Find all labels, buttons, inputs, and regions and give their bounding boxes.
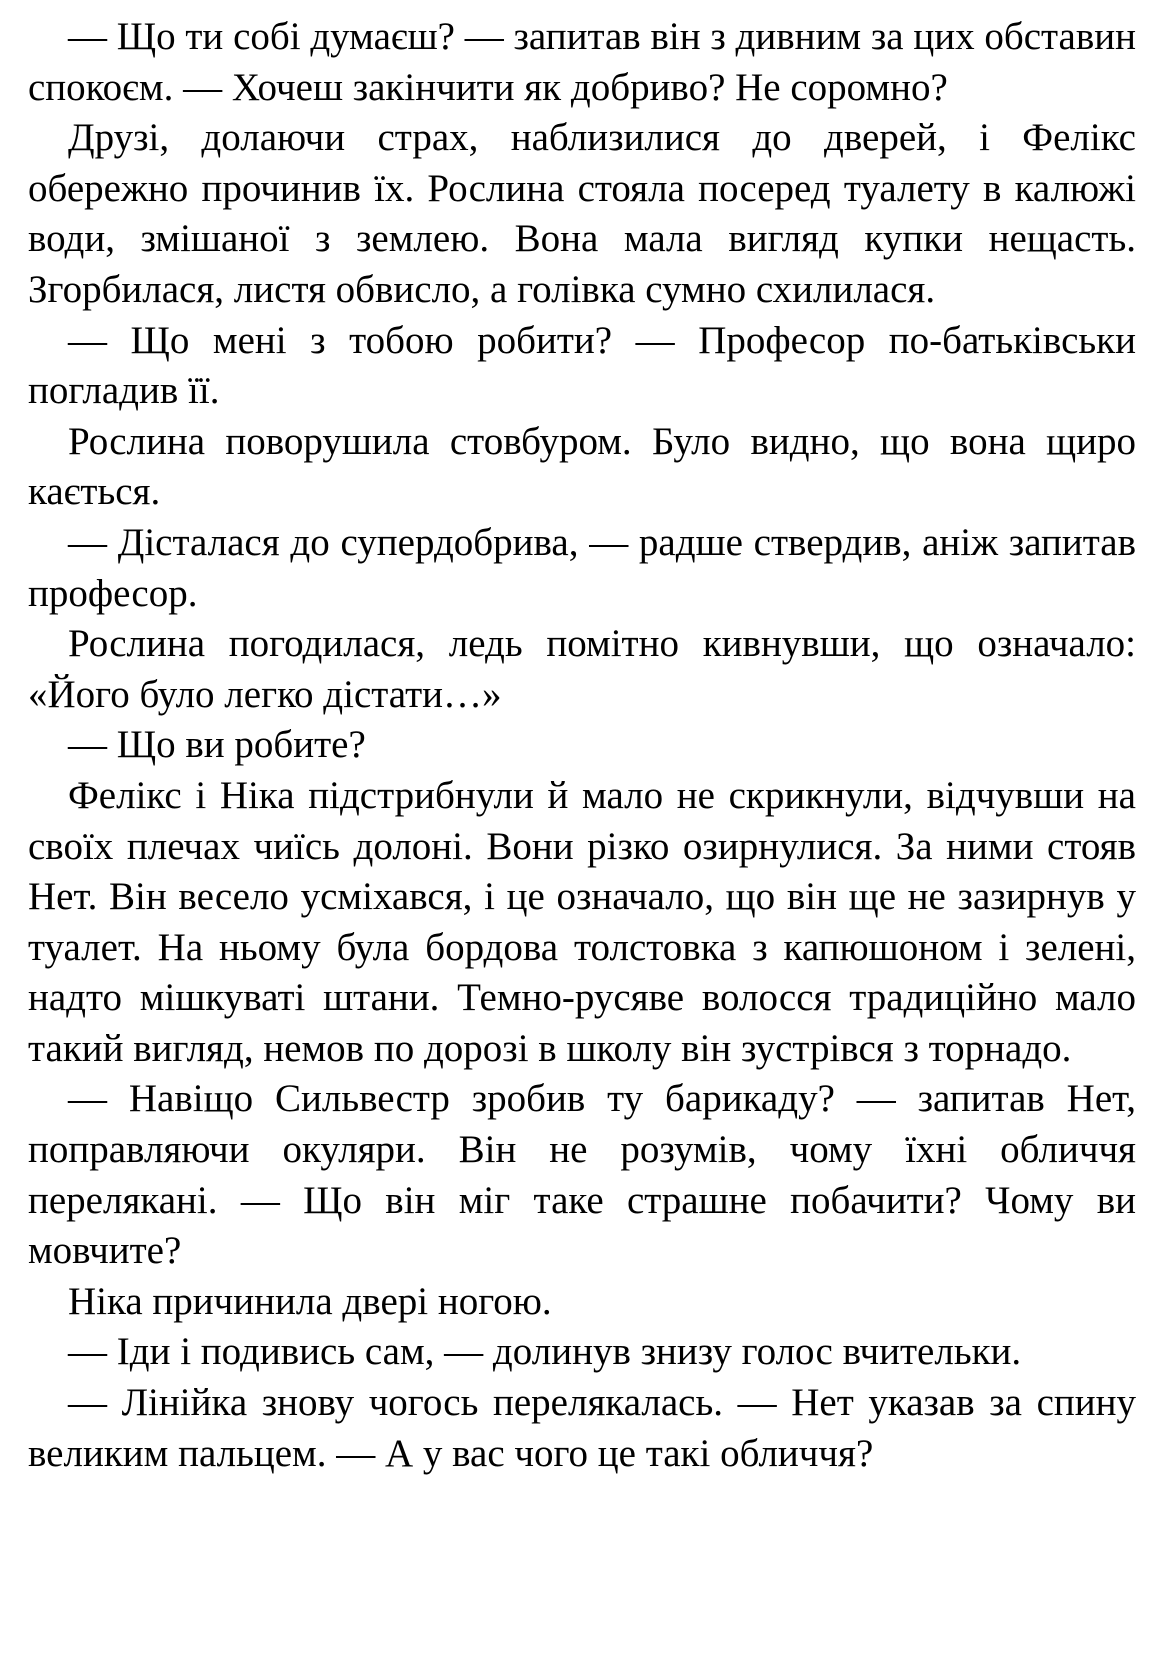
paragraph-1: — Що ти собі думаєш? — запитав він з дивним за цих обставин спокоєм. — Хочеш закінчити як добриво? Не соромно? [28,15,1136,109]
paragraph-4: Рослина поворушила стовбуром. Було видно, що вона щиро кається. [28,419,1136,514]
page-text [28,12,1136,1479]
paragraph-10: Ніка причинила двері ногою. [68,1279,552,1323]
paragraph-9: — Навіщо Сильвестр зробив ту барикаду? — запитав Нет, поправляючи окуляри. Він не розумів, чому їхні обличчя перелякані. — Що він міг таке страшне побачити? Чому ви мовчите? [28,1077,1136,1273]
paragraph-6: Рослина погодилася, ледь помітно кивнувши, що означало: «Його було легко дістати…» [28,622,1136,716]
paragraph-2: Друзі, долаючи страх, наблизилися до дверей, і Фелікс обережно прочинив їх. Рослина стояла посеред туалету в калюжі води, змішаної з землею. Вона мала вигляд купки нещасть. Згорбилася, листя обвисло, а голівка сумно схилилася. [28,116,1136,311]
paragraph-3: — Що мені з тобою робити? — Професор по-батьківськи погладив її. [28,318,1136,413]
paragraph-12: — Лінійка знову чогось перелякалась. — Нет указав за спину великим пальцем. — А у вас чого це такі обличчя? [28,1381,1136,1475]
paragraph-8: Фелікс і Ніка підстрибнули й мало не скрикнули, відчувши на своїх плечах чиїсь долоні. Вони різко озирнулися. За ними стояв Нет. Він весело усміхався, і це означало, що він ще не зазирнув у туалет. На ньому була бордова толстовка з капюшоном і зелені, надто мішкуваті штани. Темно-русяве волосся традиційно мало такий вигляд, немов по дорозі в школу він зустрівся з торнадо. [28,773,1136,1070]
paragraph-7: — Що ви робите? [68,723,366,767]
paragraph-5: — Дісталася до супердобрива, — радше ствердив, аніж запитав професор. [28,520,1136,615]
paragraph-11: — Іди і подивись сам, — долинув знизу голос вчительки. [68,1330,1022,1374]
